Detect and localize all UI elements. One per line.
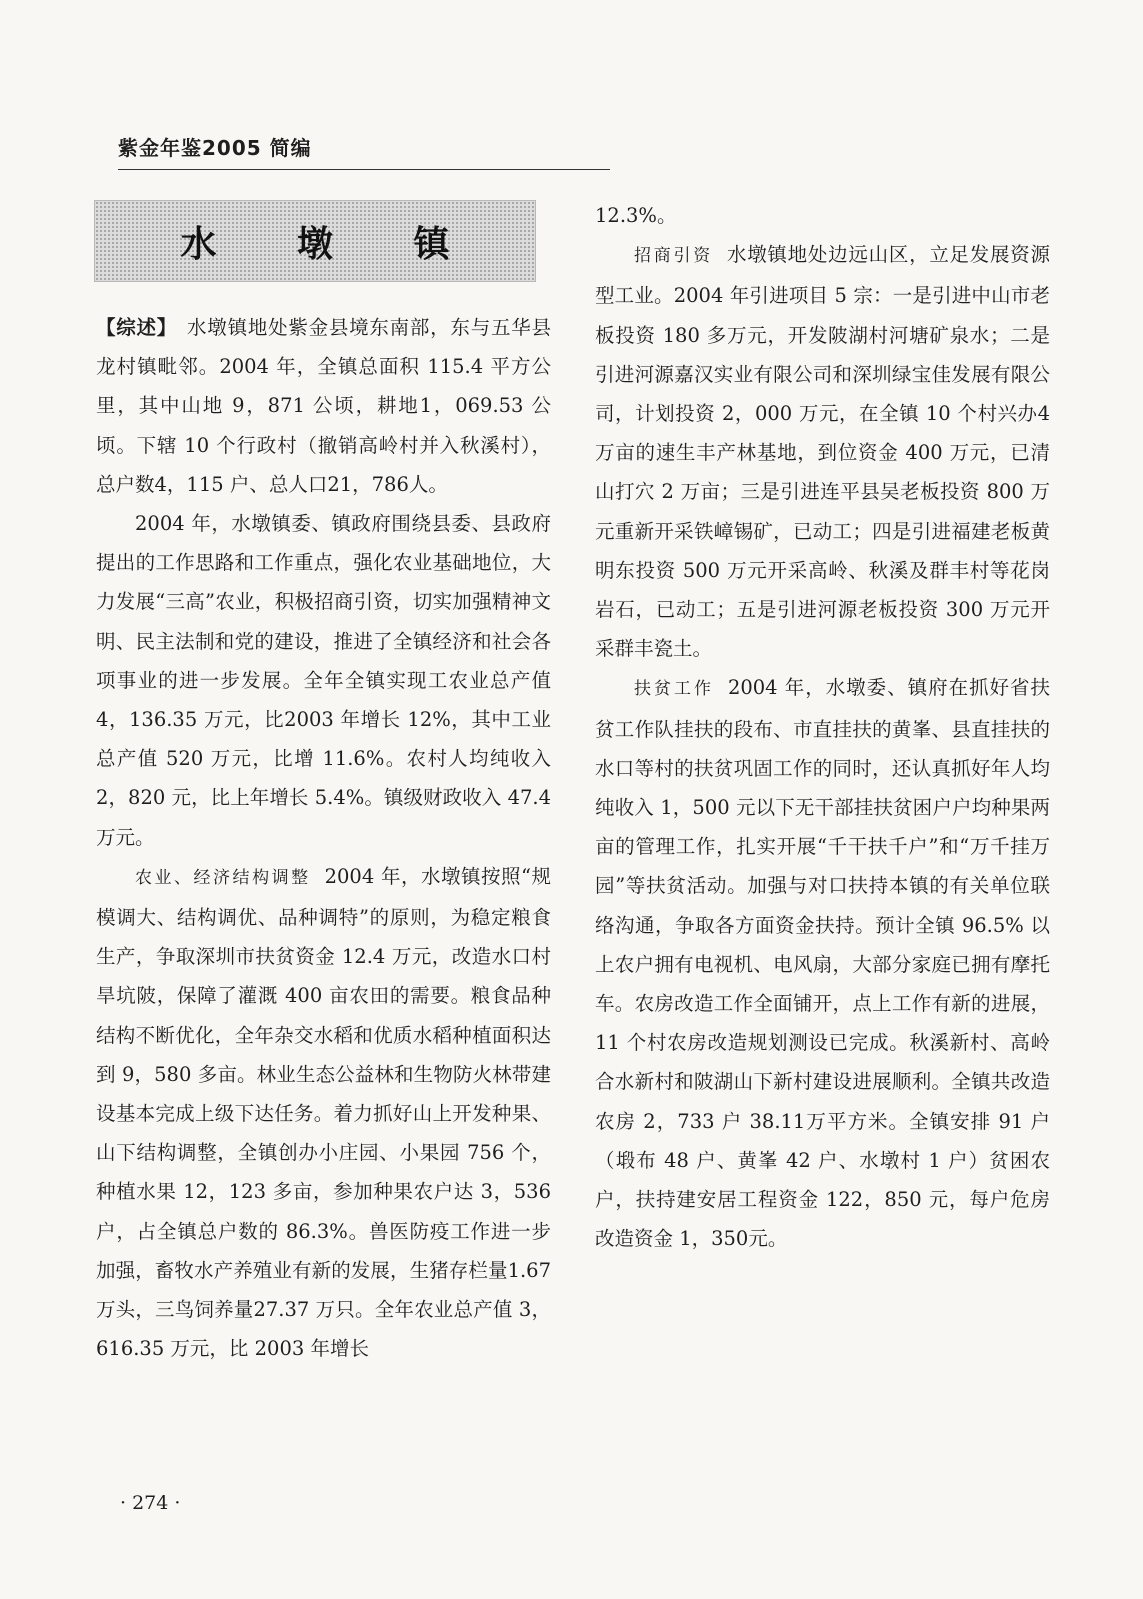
poverty-subheading: 扶贫工作 <box>634 679 714 700</box>
investment-subheading: 招商引资 <box>634 246 713 267</box>
agriculture-body: 2004 年，水墩镇按照“规模调大、结构调优、品种调特”的原则，为稳定粮食生产，争取深圳市扶贫资金 12.4 万元，改造水口村旱坑陂，保障了灌溉 400 亩农田的需要。粮食品种结构不断优化，全年杂交水稻和优质水稻种植面积达到 9，580 多亩。林业生态公益林和生物防火林带建设基本完成上级下达任务。着力抓好山上开发种果、山下结构调整，全镇创办小庄园、小果园 756 个，种植水果 12，123 多亩，参加种果农户达 3，536 户，占全镇总户数的 86.3%。兽医防疫工作进一步加强，畜牧水产养殖业有新的发展，生猪存栏量1.67 万头，三鸟饲养量27.37 万只。全年农业总产值 3，616.35 万元，比 2003 年增长 <box>96 864 552 1361</box>
summary-paragraph: 2004 年，水墩镇委、镇政府围绕县委、县政府提出的工作思路和工作重点，强化农业基础地位，大力发展“三高”农业，积极招商引资，切实加强精神文明、民主法制和党的建设，推进了全镇经济和社会各项事业的进一步发展。全年全镇实现工农业总产值 4，136.35 万元，比2003 年增长 12%，其中工业总产值 520 万元，比增 11.6%。农村人均纯收入 2，820 元，比上年增长 5.4%。镇级财政收入 47.4 万元。 <box>96 512 551 849</box>
agriculture-paragraph <box>96 857 551 1369</box>
overview-heading: 【综述】 <box>96 316 178 339</box>
overview-paragraph <box>96 308 551 504</box>
agriculture-subheading: 农业、经济结构调整 <box>135 867 311 888</box>
page-number: · 274 · <box>120 1492 181 1514</box>
section-title: 水 墩 镇 <box>180 223 484 265</box>
overview-body: 水墩镇地处紫金县境东南部，东与五华县龙村镇毗邻。2004 年，全镇总面积 115.4 平方公里，其中山地 9，871 公顷，耕地1，069.53 公顷。下辖 10 个行政村（撤销高岭村并入秋溪村），总户数4，115 户、总人口21，786人。 <box>96 316 551 496</box>
continued-text: 12.3%。 <box>595 204 677 227</box>
poverty-paragraph <box>595 668 1050 1258</box>
poverty-body: 2004 年，水墩委、镇府在抓好省扶贫工作队挂扶的段布、市直挂扶的黄峯、县直挂扶的水口等村的扶贫巩固工作的同时，还认真抓好年人均纯收入 1，500 元以下无干部挂扶贫困户户均种果两亩的管理工作，扎实开展“千干扶千户”和“万千挂万园”等扶贫活动。加强与对口扶持本镇的有关单位联络沟通，争取各方面资金扶持。预计全镇 96.5% 以上农户拥有电视机、电风扇，大部分家庭已拥有摩托车。农房改造工作全面铺开，点上工作有新的进展，11 个村农房改造规划测设已完成。秋溪新村、高岭合水新村和陂湖山下新村建设进展顺利。全镇共改造农房 2，733 户 38.11万平方米。全镇安排 91 户（塅布 48 户、黄峯 42 户、水墩村 1 户）贫困农户，扶持建安居工程资金 122，850 元，每户危房改造资金 1，350元。 <box>595 676 1051 1251</box>
section-title-box <box>94 200 536 282</box>
left-column <box>96 308 551 1368</box>
right-column <box>595 196 1050 1258</box>
investment-paragraph <box>595 235 1050 668</box>
investment-body: 水墩镇地处边远山区，立足发展资源型工业。2004 年引进项目 5 宗：一是引进中山市老板投资 180 多万元，开发陂湖村河塘矿泉水；二是引进河源嘉汉实业有限公司和深圳绿宝佳发展有限公司，计划投资 2，000 万元，在全镇 10 个村兴办4 万亩的速生丰产林基地，到位资金 400 万元，已清山打穴 2 万亩；三是引进连平县吴老板投资 800 万元重新开采铁嶂锡矿，已动工；四是引进福建老板黄明东投资 500 万元开采高岭、秋溪及群丰村等花岗岩石，已动工；五是引进河源老板投资 300 万元开采群丰瓷土。 <box>595 243 1050 661</box>
running-header: 紫金年鉴2005 简编 <box>118 132 610 170</box>
